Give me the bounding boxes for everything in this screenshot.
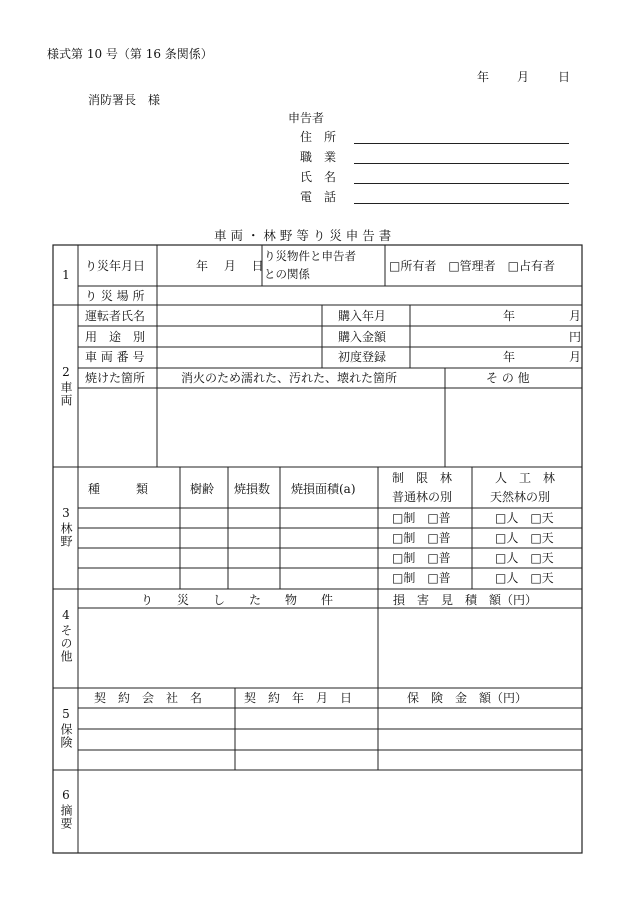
usage-label: 用 途 別: [85, 330, 146, 344]
section-5-label: 保険: [59, 723, 73, 749]
disaster-date-value: 年 月 日: [196, 259, 264, 273]
restricted-forest-label-1: 制 限 林: [392, 471, 453, 485]
date-day-label: 日: [558, 70, 571, 84]
damaged-parts-label: 消火のため濡れた、汚れた、壊れた箇所: [181, 371, 398, 385]
insurance-amount-label: 保 険 金 額（円）: [407, 691, 528, 705]
section-4-label: その他: [59, 624, 73, 663]
section-3-number: 3: [62, 506, 70, 520]
section-4-number: 4: [62, 608, 70, 622]
phone-label: 電 話: [300, 190, 337, 204]
form-title: 車 両 ・ 林 野 等 り 災 申 告 書: [214, 228, 392, 243]
first-registration-label: 初度登録: [338, 350, 387, 364]
artificial-option-row2[interactable]: □人 □天: [495, 531, 554, 545]
disaster-place-label: り 災 場 所: [85, 289, 145, 303]
burn-count-label: 焼損数: [234, 482, 271, 496]
contract-date-label: 契 約 年 月 日: [244, 691, 353, 705]
restricted-forest-label-2: 普通林の別: [392, 490, 453, 504]
artificial-option-row1[interactable]: □人 □天: [495, 511, 554, 525]
relation-options[interactable]: □所有者 □管理者 □占有者: [389, 259, 556, 273]
purchase-month-unit: 月: [569, 309, 582, 323]
tree-age-label: 樹齢: [190, 482, 215, 496]
relation-label-line1: り災物件と申告者: [264, 249, 356, 263]
burn-area-label: 焼損面積(a): [291, 482, 356, 496]
section-6-label: 摘要: [59, 804, 73, 830]
restricted-option-row2[interactable]: □制 □普: [392, 531, 451, 545]
relation-label-line2: との関係: [264, 267, 310, 281]
restricted-option-row1[interactable]: □制 □普: [392, 511, 451, 525]
registration-year-unit: 年: [503, 350, 516, 364]
other-label: そ の 他: [486, 371, 530, 385]
property-label: り 災 し た 物 件: [141, 593, 334, 607]
artificial-option-row4[interactable]: □人 □天: [495, 571, 554, 585]
disaster-date-label: り災年月日: [85, 259, 146, 273]
section-6-number: 6: [62, 788, 70, 802]
occupation-label: 職 業: [300, 150, 337, 164]
applicant-label: 申告者: [288, 111, 325, 125]
artificial-option-row3[interactable]: □人 □天: [495, 551, 554, 565]
artificial-forest-label-1: 人 工 林: [495, 471, 556, 485]
date-month-label: 月: [517, 70, 530, 84]
date-year-label: 年: [477, 70, 490, 84]
driver-name-label: 運転者氏名: [85, 309, 146, 323]
section-2-label: 車両: [59, 381, 73, 407]
section-1-number: 1: [62, 268, 70, 282]
address-label: 住 所: [300, 130, 337, 144]
name-label: 氏 名: [300, 170, 337, 184]
restricted-option-row4[interactable]: □制 □普: [392, 571, 451, 585]
restricted-option-row3[interactable]: □制 □普: [392, 551, 451, 565]
purchase-price-label: 購入金額: [338, 330, 387, 344]
burned-parts-label: 焼けた箇所: [85, 371, 146, 385]
purchase-date-label: 購入年月: [338, 309, 387, 323]
section-3-label: 林野: [59, 522, 73, 548]
section-5-number: 5: [62, 707, 70, 721]
plate-number-label: 車 両 番 号: [85, 350, 145, 364]
purchase-year-unit: 年: [503, 309, 516, 323]
type-label: 種 類: [88, 482, 149, 496]
artificial-forest-label-2: 天然林の別: [490, 490, 551, 504]
recipient: 消防署長 様: [88, 93, 161, 107]
insurance-company-label: 契 約 会 社 名: [94, 691, 203, 705]
purchase-yen-unit: 円: [569, 330, 582, 344]
loss-estimate-label: 損 害 見 積 額（円）: [393, 593, 538, 607]
registration-month-unit: 月: [569, 350, 582, 364]
form-number: 様式第 10 号（第 16 条関係）: [47, 47, 213, 61]
section-2-number: 2: [62, 365, 70, 379]
